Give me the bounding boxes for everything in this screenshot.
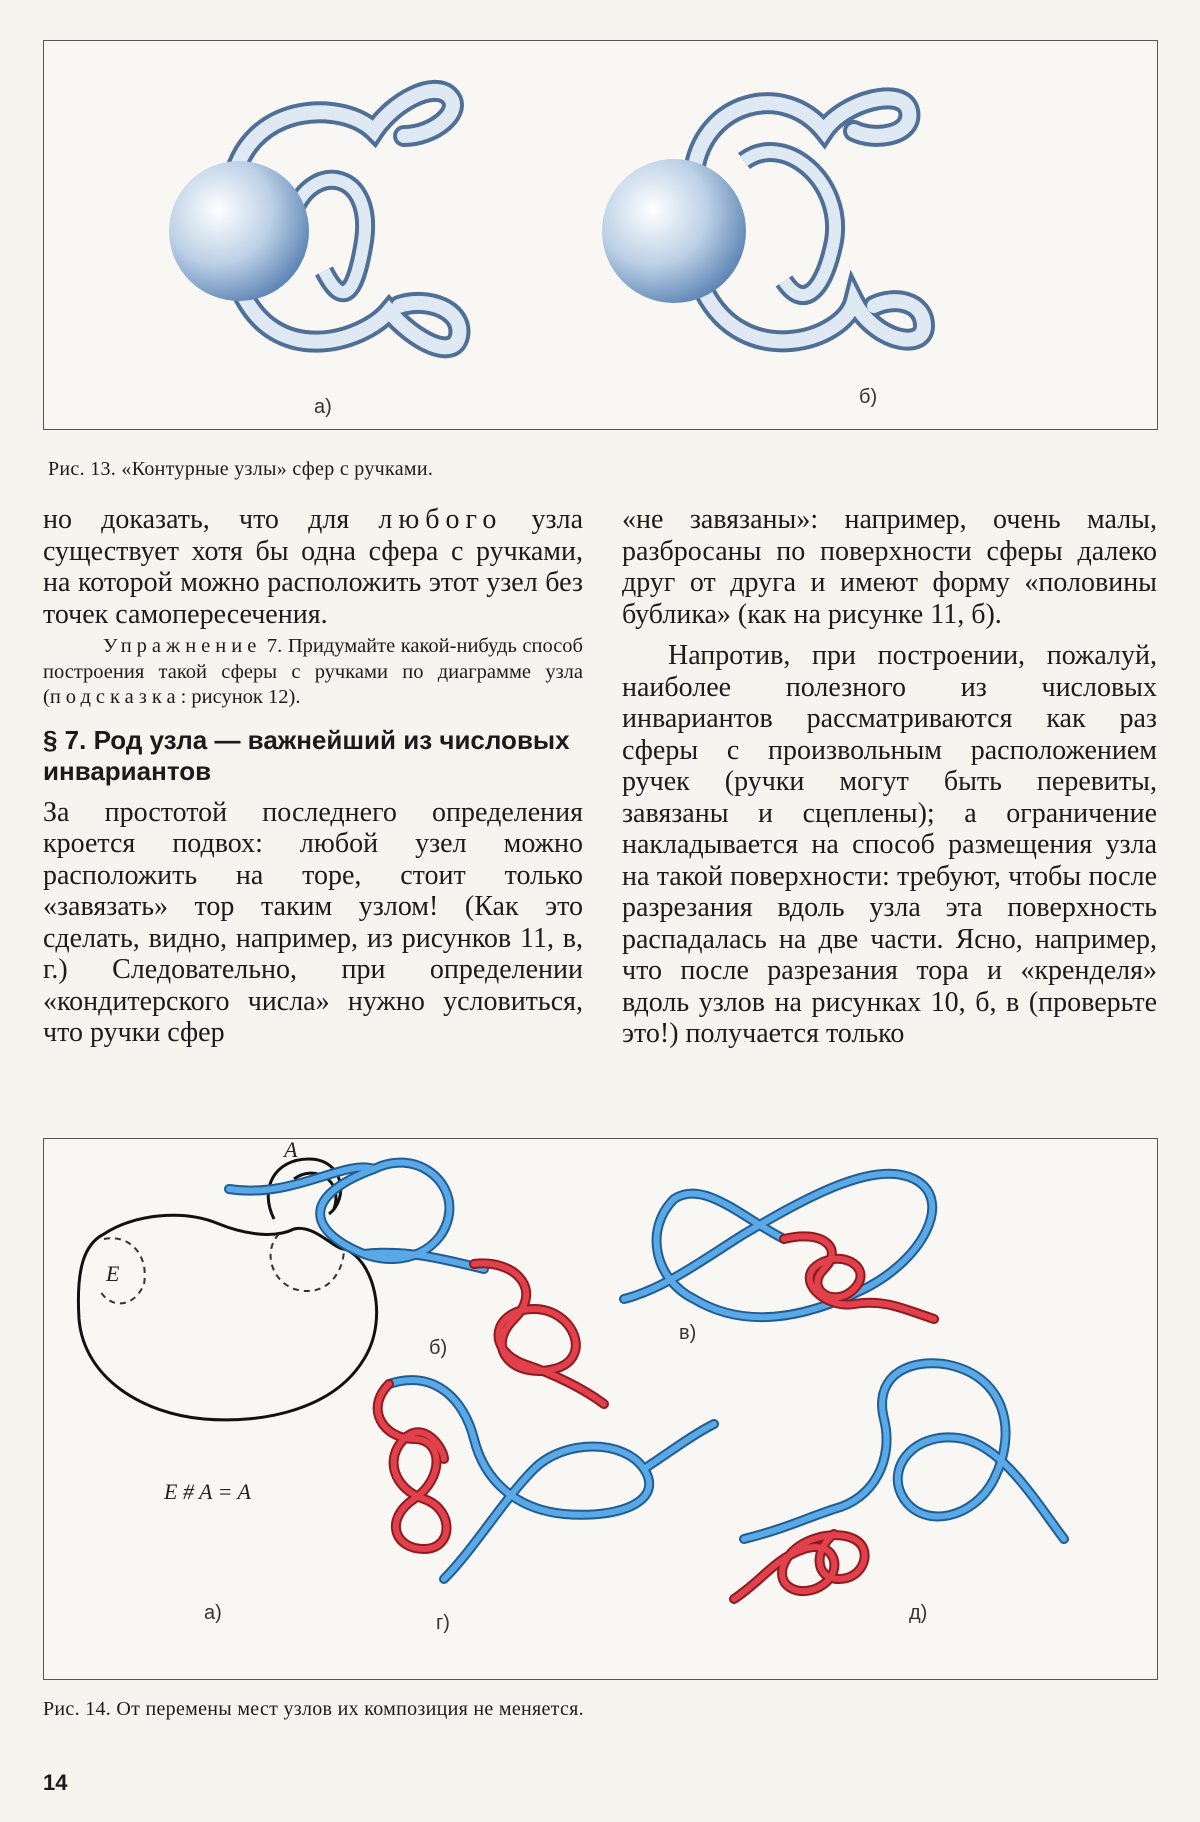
formula-E-sharp-A: E # A = A (164, 1479, 251, 1504)
figure-13-label-b: б) (859, 386, 878, 408)
figure-13-drawing (44, 41, 1157, 429)
paragraph-section-7: За простотой последнего определения кроется подвох: любой узел можно расположить на торе, стоит только «завязать» тор таким узлом! (Как это сделать, видно, например, из рисунков 11, в, г.) Следовательно, при определении «кондитерского числа» нужно условиться, что ручки сфер (43, 796, 583, 1048)
hint-word: подсказка (49, 686, 181, 708)
paragraph-right-1: «не завязаны»: например, очень малы, разбросаны по поверхности сферы далеко друг от друга и имеют форму «половины бублика» (как на рисунке 11, б). (622, 504, 1157, 630)
exercise-7 (43, 634, 583, 711)
figure-14 (43, 1138, 1158, 1680)
figure-14-label-d: д) (909, 1602, 928, 1624)
figure-14-label-g: г) (436, 1612, 450, 1634)
figure-13-caption: Рис. 13. «Контурные узлы» сфер с ручками. (48, 458, 434, 480)
text-span: 7. Придумайте какой-нибудь способ построения такой сферы с ручками по диаграмме узла ( (43, 635, 583, 708)
figure-14-caption: Рис. 14. От перемены мест узлов их композиция не меняется. (43, 1698, 584, 1720)
right-column (622, 504, 1157, 1050)
label-E: E (106, 1261, 120, 1286)
panel-v-knot (624, 1174, 934, 1344)
paragraph-right-2: Напротив, при построении, пожалуй, наиболее полезного из числовых инвариантов рассматриваются как раз сферы с произвольным расположением ручек (ручки могут быть перевиты, завязаны и сцеплены); а ограничение накладывается на способ размещения узла на такой поверхности: требуют, чтобы после разрезания вдоль узла эта поверхность распадалась на две части. Ясно, например, что после разрезания тора и «кренделя» вдоль узлов на рисунках 10, б, в (проверьте это!) получается только (622, 640, 1157, 1049)
exercise-word: Упражнение (103, 635, 262, 657)
figure-14-label-v: в) (679, 1322, 697, 1344)
sphere-with-handles-b (602, 98, 924, 341)
text-span: но доказать, что для (43, 504, 379, 535)
figure-14-label-a: а) (204, 1602, 222, 1624)
paragraph-continuation (43, 504, 583, 630)
sphere-with-handles-a (169, 91, 459, 347)
label-A: A (284, 1139, 298, 1162)
figure-14-label-b: б) (429, 1337, 448, 1359)
figure-13 (43, 40, 1158, 430)
page-number: 14 (43, 1770, 68, 1795)
panel-d-knot (734, 1363, 1064, 1624)
left-column (43, 504, 583, 1049)
text-span: : рисунок 12). (180, 686, 301, 708)
emphasis-text: любого (378, 504, 503, 535)
figure-14-drawing (44, 1139, 1157, 1679)
panel-g-knot (378, 1380, 714, 1634)
figure-13-label-a: а) (314, 396, 332, 418)
section-heading: § 7. Род узла — важнейший из числовых инвариантов (43, 724, 570, 786)
text-span: узла существует хотя бы одна сфера с ручками, на которой можно расположить этот узел без точек самопересечения. (43, 504, 583, 630)
panel-a-composition-diagram (78, 1139, 376, 1624)
